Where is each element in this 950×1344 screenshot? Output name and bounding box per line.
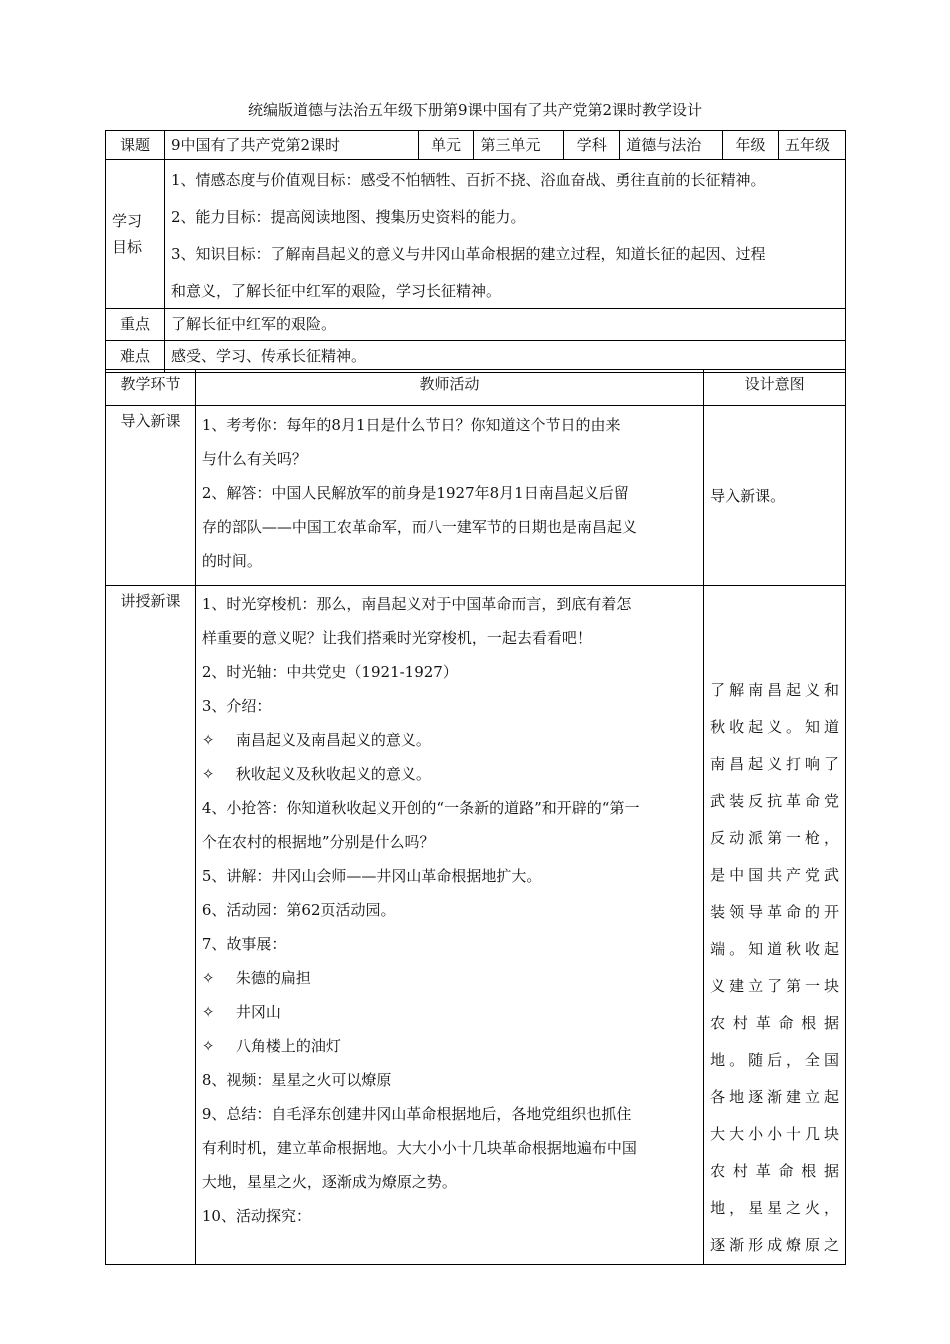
activity-line: 2、解答：中国人民解放军的前身是1927年8月1日南昌起义后留: [201, 484, 629, 502]
objective-item: 和意义，了解长征中红军的艰险，学习长征精神。: [170, 282, 501, 300]
bullet-text: 八角楼上的油灯: [235, 1037, 341, 1055]
teaching-activities: [195, 586, 703, 1265]
intent-line: 农村革命根据: [710, 1014, 839, 1032]
intent-line: 义建立了第一块: [710, 977, 839, 995]
intent-line: 地。随后，全国: [710, 1051, 839, 1069]
intent-header: 设计意图: [704, 370, 846, 406]
bullet-icon: ✧: [201, 969, 215, 987]
activity-line: 有利时机，建立革命根据地。大大小小十几块革命根据地遍布中国: [201, 1139, 637, 1157]
objectives-label: [106, 160, 165, 309]
objectives-label-line-1: 学习: [112, 212, 143, 230]
bullet-icon: ✧: [201, 731, 215, 749]
key-point-row: [106, 309, 846, 341]
activity-line: 9、总结：自毛泽东创建井冈山革命根据地后，各地党组织也抓住: [201, 1105, 632, 1123]
stage-name: 导入新课: [106, 406, 196, 586]
activity-line: 10、活动探究：: [201, 1207, 311, 1225]
bullet-icon: ✧: [201, 1003, 215, 1021]
stage-row-teaching: [106, 586, 846, 1265]
info-row: [106, 131, 846, 160]
bullet-item: [202, 723, 697, 757]
intent-line: 端。知道秋收起: [710, 940, 839, 958]
bullet-icon: ✧: [201, 1037, 215, 1055]
difficulty-row: [106, 341, 846, 373]
intent-line: 南昌起义打响了: [710, 755, 839, 773]
key-point-label: 重点: [106, 309, 165, 341]
activity-line: 与什么有关吗？: [201, 450, 307, 468]
intent-line: 了解南昌起义和: [710, 681, 839, 699]
activity-line: 3、介绍：: [201, 697, 272, 715]
objective-item: 2、能力目标：提高阅读地图、搜集历史资料的能力。: [170, 208, 526, 226]
bullet-text: 南昌起义及南昌起义的意义。: [235, 731, 431, 749]
activity-line: 5、讲解：井冈山会师——井冈山革命根据地扩大。: [201, 867, 542, 885]
key-point-text: 了解长征中红军的艰险。: [164, 309, 845, 341]
activity-line: 1、时光穿梭机：那么，南昌起义对于中国革命而言，到底有着怎: [201, 595, 632, 613]
stage-name: 讲授新课: [106, 586, 196, 1265]
intent-line: 是中国共产党武: [710, 866, 839, 884]
lesson-table: [105, 369, 846, 1265]
topic-label: 课题: [106, 131, 165, 160]
difficulty-label: 难点: [106, 341, 165, 373]
subject-value: 道德与法治: [620, 131, 723, 160]
topic-value: 9中国有了共产党第2课时: [164, 131, 418, 160]
activity-line: 的时间。: [201, 552, 262, 570]
bullet-text: 秋收起义及秋收起义的意义。: [235, 765, 431, 783]
intent-line: 地，星星之火，: [710, 1199, 839, 1217]
intent-line: 秋收起义。知道: [710, 718, 839, 736]
bullet-text: 井冈山: [235, 1003, 281, 1021]
objectives-row: [106, 160, 846, 309]
subject-label: 学科: [564, 131, 620, 160]
difficulty-text: 感受、学习、传承长征精神。: [164, 341, 845, 373]
activity-line: 7、故事展：: [201, 935, 287, 953]
stage-row-intro: [106, 406, 846, 586]
document-title: 统编版道德与法治五年级下册第9课中国有了共产党第2课时教学设计: [247, 101, 703, 119]
activity-line: 个在农村的根据地”分别是什么吗？: [201, 833, 435, 851]
activity-line: 6、活动园：第62页活动园。: [201, 901, 396, 919]
intent-line: 各地逐渐建立起: [710, 1088, 839, 1106]
objective-item: 3、知识目标：了解南昌起义的意义与井冈山革命根据的建立过程，知道长征的起因、过程: [170, 245, 766, 263]
objectives-content: [164, 160, 845, 309]
bullet-text: 朱德的扁担: [235, 969, 311, 987]
bullet-item: [202, 1029, 697, 1063]
objective-item: 1、情感态度与价值观目标：感受不怕牺牲、百折不挠、浴血奋战、勇往直前的长征精神。: [170, 171, 766, 189]
bullet-icon: ✧: [201, 765, 215, 783]
activity-line: 8、视频：星星之火可以燎原: [201, 1071, 392, 1089]
unit-label: 单元: [418, 131, 474, 160]
intent-line: 大大小小十几块: [710, 1125, 839, 1143]
activity-line: 样重要的意义呢？让我们搭乘时光穿梭机，一起去看看吧！: [201, 629, 592, 647]
activity-line: 1、考考你：每年的8月1日是什么节日？你知道这个节日的由来: [201, 416, 621, 434]
activity-header: 教师活动: [195, 370, 703, 406]
bullet-item: [202, 961, 697, 995]
teaching-intent: [704, 586, 846, 1265]
intent-line: 武装反抗革命党: [710, 792, 839, 810]
intent-line: 装领导革命的开: [710, 903, 839, 921]
activity-line: 2、时光轴：中共党史（1921-1927）: [201, 663, 458, 681]
activity-line: 存的部队——中国工农革命军，而八一建军节的日期也是南昌起义: [201, 518, 637, 536]
intent-line: 反动派第一枪，: [710, 829, 839, 847]
grade-label: 年级: [723, 131, 779, 160]
intent-line: 农村革命根据: [710, 1162, 839, 1180]
stage-header: 教学环节: [106, 370, 196, 406]
header-row: [106, 370, 846, 406]
activity-line: 大地，星星之火，逐渐成为燎原之势。: [201, 1173, 457, 1191]
info-table: [105, 130, 846, 373]
activity-line: 4、小抢答：你知道秋收起义开创的“一条新的道路”和开辟的“第一: [201, 799, 640, 817]
bullet-item: [202, 995, 697, 1029]
objectives-label-line-2: 目标: [112, 238, 143, 256]
grade-value: 五年级: [779, 131, 846, 160]
unit-value: 第三单元: [474, 131, 564, 160]
intent-line: 逐渐形成燎原之: [710, 1236, 839, 1254]
intro-activities: [195, 406, 703, 586]
bullet-item: [202, 757, 697, 791]
intro-intent: 导入新课。: [704, 406, 846, 586]
